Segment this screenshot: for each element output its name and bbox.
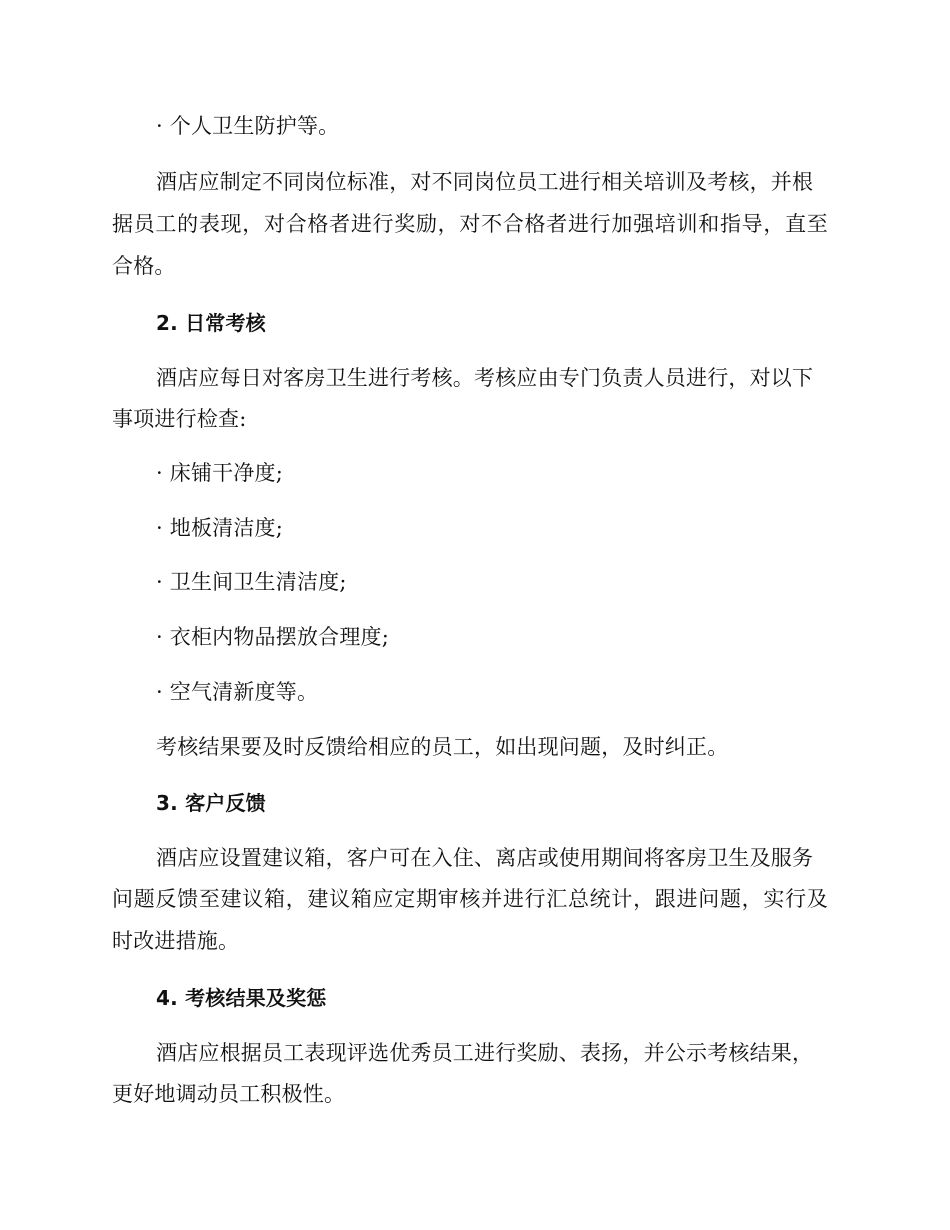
list-item: · 卫生间卫生清洁度; — [156, 570, 347, 594]
paragraph-line: 据员工的表现，对合格者进行奖励，对不合格者进行加强培训和指导，直至 — [112, 212, 828, 236]
paragraph-line: 酒店应设置建议箱，客户可在入住、离店或使用期间将客房卫生及服务 — [156, 846, 814, 870]
paragraph-line: 更好地调动员工积极性。 — [112, 1082, 346, 1106]
list-item: · 床铺干净度; — [156, 461, 284, 485]
section-heading-results-rewards: 4. 考核结果及奖惩 — [156, 986, 327, 1010]
list-item: · 衣柜内物品摆放合理度; — [156, 625, 390, 649]
paragraph-line: 酒店应每日对客房卫生进行考核。考核应由专门负责人员进行，对以下 — [156, 366, 814, 390]
paragraph-line: 合格。 — [112, 254, 176, 278]
paragraph-line: 问题反馈至建议箱，建议箱应定期审核并进行汇总统计，跟进问题，实行及 — [112, 887, 828, 911]
paragraph-line: 事项进行检查: — [112, 407, 247, 431]
paragraph-line: 酒店应制定不同岗位标准，对不同岗位员工进行相关培训及考核，并根 — [156, 170, 814, 194]
list-item: · 地板清洁度; — [156, 516, 284, 540]
paragraph-line: 酒店应根据员工表现评选优秀员工进行奖励、表扬，并公示考核结果， — [156, 1041, 814, 1065]
paragraph-feedback-note: 考核结果要及时反馈给相应的员工，如出现问题，及时纠正。 — [156, 735, 729, 759]
section-heading-daily-assessment: 2. 日常考核 — [156, 311, 266, 335]
paragraph-line: 时改进措施。 — [112, 929, 240, 953]
list-item: · 个人卫生防护等。 — [156, 114, 340, 138]
list-item: · 空气清新度等。 — [156, 680, 319, 704]
section-heading-customer-feedback: 3. 客户反馈 — [156, 791, 266, 815]
